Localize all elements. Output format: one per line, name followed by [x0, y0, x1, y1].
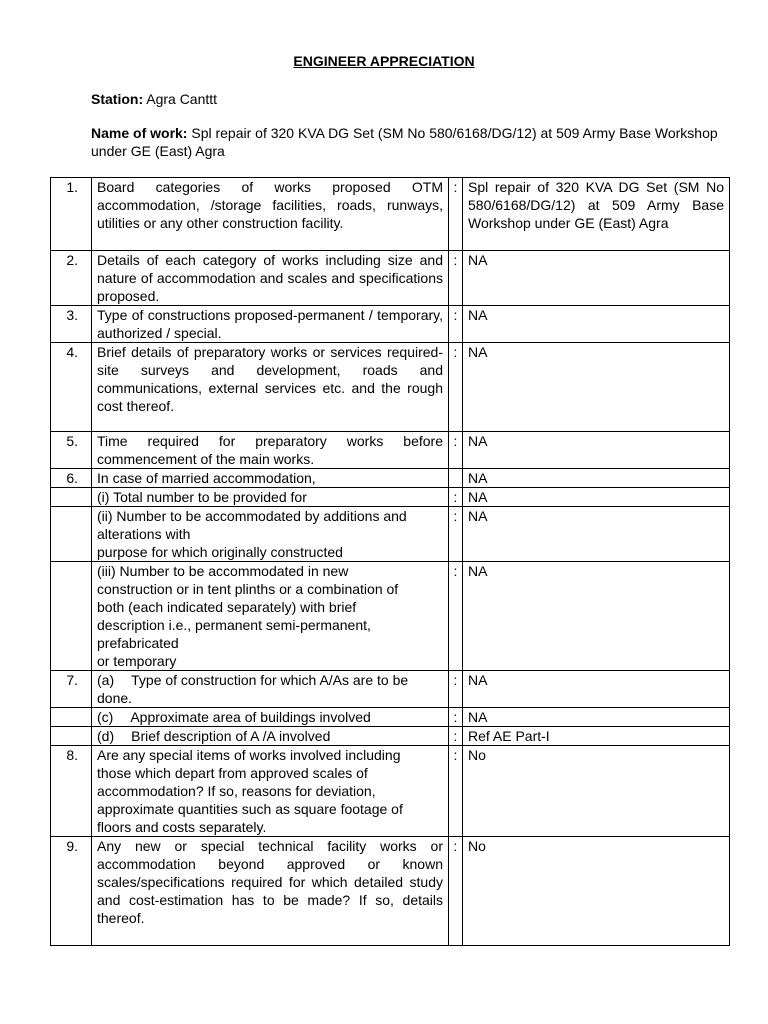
name-of-work-label: Name of work: [91, 125, 188, 141]
row-colon: : [449, 306, 463, 343]
row-colon: : [449, 671, 463, 708]
row-value: NA [463, 507, 730, 562]
row-value: No [463, 746, 730, 837]
row-description: Details of each category of works including size and nature of accommodation and scales and specifications proposed. [92, 251, 449, 306]
row-value: No [463, 837, 730, 946]
table-row [51, 507, 730, 562]
row-value: NA [463, 562, 730, 671]
row-number: 6. [51, 469, 92, 488]
description-line: (ii) Number to be accommodated by additions and alterations with [97, 508, 407, 542]
description-line: or temporary [97, 653, 177, 669]
table-row [51, 671, 730, 708]
row-number: 7. [51, 671, 92, 708]
row-description: Time required for preparatory works before commencement of the main works. [92, 432, 449, 469]
row-description: (i) Total number to be provided for [92, 488, 449, 507]
row-value: NA [463, 469, 730, 488]
appreciation-table [50, 177, 730, 946]
description-line: both (each indicated separately) with brief [97, 599, 357, 615]
sub-item-marker: (a) [97, 672, 115, 688]
row-description [92, 507, 449, 562]
name-of-work-value: Spl repair of 320 KVA DG Set (SM No 580/6168/DG/12) at 509 Army Base Workshop under GE (East) Agra [91, 125, 718, 159]
description-line: floors and costs separately. [97, 819, 267, 835]
description-line: (iii) Number to be accommodated in new [97, 563, 349, 579]
table-row [51, 837, 730, 946]
row-description: Type of constructions proposed-permanent / temporary, authorized / special. [92, 306, 449, 343]
row-colon: : [449, 727, 463, 746]
sub-item-text: Brief description of A /A involved [131, 728, 331, 744]
row-number: 5. [51, 432, 92, 469]
row-number: 2. [51, 251, 92, 306]
row-number [51, 562, 92, 671]
row-colon: : [449, 178, 463, 251]
row-description: Brief details of preparatory works or services required-site surveys and development, roads and communications, external services etc. and the rough cost thereof. [92, 343, 449, 432]
row-value: NA [463, 488, 730, 507]
name-of-work-line [91, 124, 731, 160]
row-colon: : [449, 507, 463, 562]
sub-item-marker: (d) [97, 728, 115, 744]
row-value: NA [463, 671, 730, 708]
row-colon: : [449, 251, 463, 306]
description-line: approximate quantities such as square footage of [97, 801, 403, 817]
description-line: description i.e., permanent semi-permanent, [97, 617, 371, 633]
description-line: purpose for which originally constructed [97, 544, 343, 560]
station-line [91, 90, 217, 108]
row-number [51, 708, 92, 727]
description-line: prefabricated [97, 635, 179, 651]
row-number: 3. [51, 306, 92, 343]
document-title: ENGINEER APPRECIATION [293, 53, 475, 69]
table-row [51, 746, 730, 837]
row-value: NA [463, 306, 730, 343]
station-label: Station: [91, 91, 144, 107]
row-number: 9. [51, 837, 92, 946]
row-description: Board categories of works proposed OTM accommodation, /storage facilities, roads, runways, utilities or any other construction facility. [92, 178, 449, 251]
row-description: In case of married accommodation, [92, 469, 449, 488]
row-colon: : [449, 562, 463, 671]
row-number [51, 488, 92, 507]
row-colon [449, 469, 463, 488]
row-number: 1. [51, 178, 92, 251]
description-line: accommodation? If so, reasons for deviation, [97, 783, 376, 799]
description-line: Are any special items of works involved including [97, 747, 401, 763]
row-description [92, 746, 449, 837]
row-colon: : [449, 708, 463, 727]
row-description [92, 727, 449, 746]
row-colon: : [449, 488, 463, 507]
row-description [92, 708, 449, 727]
row-value: NA [463, 432, 730, 469]
row-value: Spl repair of 320 KVA DG Set (SM No 580/6168/DG/12) at 509 Army Base Workshop under GE (East) Agra [463, 178, 730, 251]
table-row [51, 343, 730, 432]
sub-item-text: Type of construction for which A/As are to be done. [97, 672, 409, 706]
row-colon: : [449, 432, 463, 469]
row-number [51, 727, 92, 746]
table-row [51, 178, 730, 251]
row-description: Any new or special technical facility works or accommodation beyond approved or known scales/specifications required for which detailed study and cost-estimation has to be made? If so, details thereof. [92, 837, 449, 946]
station-value: Agra Canttt [146, 91, 218, 107]
table-row [51, 469, 730, 488]
description-line: those which depart from approved scales of [97, 765, 368, 781]
row-value: Ref AE Part-I [463, 727, 730, 746]
table-row [51, 488, 730, 507]
table-row [51, 727, 730, 746]
table-row [51, 708, 730, 727]
row-number: 8. [51, 746, 92, 837]
sub-item-marker: (c) [97, 709, 114, 725]
row-colon: : [449, 837, 463, 946]
row-description [92, 562, 449, 671]
row-value: NA [463, 708, 730, 727]
row-number [51, 507, 92, 562]
table-row [51, 251, 730, 306]
row-value: NA [463, 343, 730, 432]
table-row [51, 432, 730, 469]
table-row [51, 306, 730, 343]
sub-item-text: Approximate area of buildings involved [130, 709, 371, 725]
row-description [92, 671, 449, 708]
description-line: construction or in tent plinths or a combination of [97, 581, 399, 597]
table-row [51, 562, 730, 671]
row-number: 4. [51, 343, 92, 432]
row-colon: : [449, 746, 463, 837]
row-value: NA [463, 251, 730, 306]
row-colon: : [449, 343, 463, 432]
